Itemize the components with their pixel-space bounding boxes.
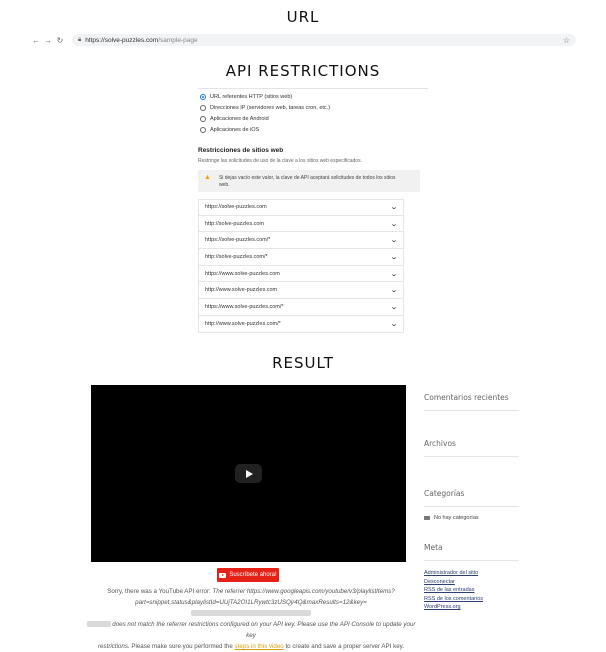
- widget-title-recent-comments: Comentarios recientes: [424, 393, 519, 411]
- sidebar-widgets: [424, 385, 519, 612]
- chevron-down-icon[interactable]: ⌄: [389, 287, 399, 295]
- referrer-value: https://www.solve-puzzles.com/*: [205, 303, 284, 310]
- referrer-row[interactable]: [198, 266, 404, 283]
- referrer-value: http://www.solve-puzzles.com: [205, 287, 278, 294]
- chevron-down-icon[interactable]: ⌄: [389, 303, 399, 311]
- radio-android-apps[interactable]: [200, 113, 428, 124]
- radio-circle-icon: [200, 127, 206, 133]
- referrer-list: [198, 199, 404, 333]
- steps-video-link[interactable]: steps in this video: [234, 643, 284, 650]
- redacted-key: [87, 621, 111, 627]
- radio-label: URL referentes HTTP (sitios web): [210, 93, 293, 100]
- section-title: Restricciones de sitios web: [198, 147, 284, 154]
- referrer-value: https://solve-puzzles.com/*: [205, 237, 271, 244]
- referrer-row[interactable]: [198, 232, 404, 249]
- warning-text-line1: Si dejas vacío este valor, la clave de API aceptará solicitudes de todos los sitios: [218, 175, 396, 181]
- folder-icon: [424, 516, 430, 520]
- back-arrow-icon[interactable]: ←: [32, 35, 40, 45]
- meta-link-entries-rss[interactable]: RSS de las entradas: [424, 587, 475, 594]
- widget-title-meta: Meta: [424, 543, 519, 561]
- no-categories-text: No hay categorías: [434, 515, 479, 521]
- lock-icon: 🔒︎: [78, 36, 82, 43]
- referrer-value: http://solve-puzzles.com/*: [205, 253, 268, 260]
- chevron-down-icon[interactable]: ⌄: [389, 270, 399, 278]
- radio-circle-icon: [200, 116, 206, 122]
- widget-title-archives: Archivos: [424, 439, 519, 457]
- meta-link-site-admin[interactable]: Administrador del sitio: [424, 570, 479, 576]
- browser-address-bar: [30, 33, 576, 47]
- subscribe-label: Suscríbete ahora!: [229, 572, 277, 578]
- error-prefix: Sorry, there was a YouTube API error:: [107, 588, 213, 595]
- radio-http-referrers[interactable]: [200, 91, 428, 102]
- error-explanation: does not match the referrer restrictions configured on your API key. Please use the API Console to update your key: [110, 621, 416, 639]
- api-restrictions-panel: [198, 88, 428, 333]
- radio-label: Aplicaciones de iOS: [210, 126, 260, 133]
- radio-circle-icon: [200, 94, 206, 100]
- url-field[interactable]: [72, 34, 576, 46]
- referrer-row[interactable]: [198, 199, 404, 216]
- referrer-value: http://solve-puzzles.com: [205, 220, 264, 227]
- widget-title-categories: Categorías: [424, 489, 519, 507]
- chevron-down-icon[interactable]: ⌄: [389, 237, 399, 245]
- forward-arrow-icon[interactable]: →: [44, 35, 52, 45]
- video-player[interactable]: [91, 385, 406, 562]
- radio-label: Direcciones IP (servidores web, tareas cron, etc.): [210, 104, 331, 111]
- radio-label: Aplicaciones de Android: [210, 115, 269, 122]
- radio-ios-apps[interactable]: [200, 124, 428, 135]
- star-icon[interactable]: ☆: [562, 35, 570, 45]
- api-restrictions-heading: API RESTRICTIONS: [225, 62, 381, 80]
- chevron-down-icon[interactable]: ⌄: [389, 320, 399, 328]
- redacted-key: [191, 610, 311, 616]
- referrer-value: https://www.solve-puzzles.com: [205, 270, 280, 277]
- error-help-text-end: to create and save a proper server API key.: [283, 643, 404, 650]
- chevron-down-icon[interactable]: ⌄: [389, 253, 399, 261]
- warning-box: [198, 170, 420, 192]
- radio-ip-addresses[interactable]: [200, 102, 428, 113]
- error-restrictions: restrictions.: [98, 643, 130, 650]
- subscribe-button[interactable]: [217, 568, 279, 582]
- url-host: https://solve-puzzles.com: [85, 36, 159, 44]
- meta-link-comments-rss[interactable]: RSS de los comentarios: [424, 595, 483, 602]
- warning-icon: ▲: [204, 174, 211, 181]
- play-button-icon[interactable]: [235, 464, 262, 483]
- reload-icon[interactable]: ↻: [56, 35, 64, 45]
- referrer-row[interactable]: [198, 249, 404, 266]
- error-referrer-query: part=snippet,status&playlistId=UUjTA2OI1LRywtc3zUSQjr4Q&maxResults=12&key=: [135, 599, 367, 606]
- referrer-value: http://www.solve-puzzles.com/*: [205, 320, 281, 327]
- referrer-row[interactable]: [198, 282, 404, 299]
- referrer-row[interactable]: [198, 216, 404, 233]
- url-path: /sample-page: [158, 36, 198, 44]
- radio-circle-icon: [200, 105, 206, 111]
- meta-links: [424, 569, 519, 612]
- meta-link-wordpress[interactable]: WordPress.org: [424, 604, 461, 611]
- chevron-down-icon[interactable]: ⌄: [389, 220, 399, 228]
- error-referrer-url: The referrer https://www.googleapis.com/youtube/v3/playlistItems?: [212, 588, 395, 595]
- chevron-down-icon[interactable]: ⌄: [389, 204, 399, 212]
- url-heading: URL: [286, 8, 320, 26]
- referrer-row[interactable]: [198, 316, 404, 333]
- youtube-icon: [219, 573, 226, 578]
- error-help-text: Please make sure you performed the: [129, 643, 235, 650]
- referrer-value: https://solve-puzzles.com: [205, 204, 267, 211]
- referrer-row[interactable]: [198, 299, 404, 316]
- category-item: [424, 515, 519, 521]
- result-heading: RESULT: [272, 354, 334, 372]
- warning-text-line2: web.: [218, 182, 230, 188]
- youtube-api-error-message: [86, 586, 416, 652]
- meta-link-logout[interactable]: Desconectar: [424, 578, 455, 585]
- section-description: Restringe las solicitudes de uso de la clave a los sitios web especificados.: [198, 158, 362, 164]
